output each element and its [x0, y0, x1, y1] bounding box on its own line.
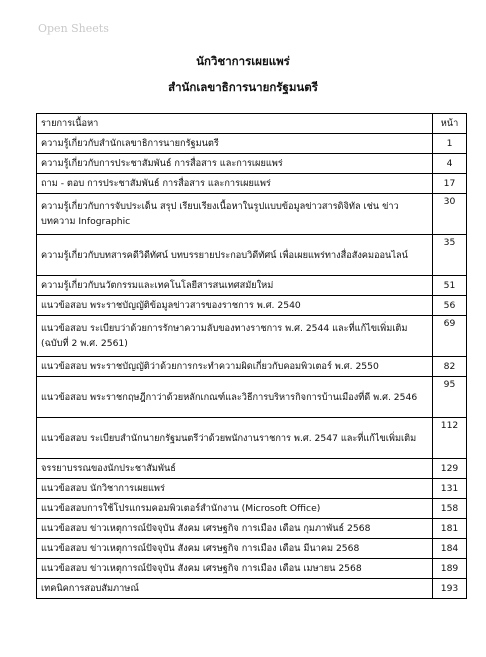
row-topic: แนวข้อสอบ นักวิชาการเผยแพร่ [37, 479, 433, 499]
row-page: 184 [433, 539, 467, 559]
row-topic: ความรู้เกี่ยวกับสำนักเลขาธิการนายกรัฐมนตรี [37, 134, 433, 154]
table-row [37, 276, 467, 296]
column-header-page: หน้า [433, 114, 467, 134]
row-topic: แนวข้อสอบ ข่าวเหตุการณ์ปัจจุบัน สังคม เศรษฐกิจ การเมือง เดือน มีนาคม 2568 [37, 539, 433, 559]
page-subtitle: สำนักเลขาธิการนายกรัฐมนตรี [168, 80, 318, 94]
table-row [37, 559, 467, 579]
row-page: 56 [433, 296, 467, 316]
row-topic: แนวข้อสอบ ระเบียบว่าด้วยการรักษาความลับของทางราชการ พ.ศ. 2544 และที่แก้ไขเพิ่มเติม (ฉบับที่ 2 พ.ศ. 2561) [37, 316, 433, 357]
table-row [37, 377, 467, 418]
row-topic: แนวข้อสอบ พระราชบัญญัติข้อมูลข่าวสารของราชการ พ.ศ. 2540 [37, 296, 433, 316]
table-row [37, 134, 467, 154]
row-topic: ความรู้เกี่ยวกับการประชาสัมพันธ์ การสื่อสาร และการเผยแพร่ [37, 154, 433, 174]
table-row [37, 296, 467, 316]
row-topic: จรรยาบรรณของนักประชาสัมพันธ์ [37, 459, 433, 479]
page-title: นักวิชาการเผยแพร่ [196, 54, 290, 68]
row-page: 181 [433, 519, 467, 539]
row-page: 17 [433, 174, 467, 194]
row-topic: แนวข้อสอบการใช้โปรแกรมคอมพิวเตอร์สำนักงาน (Microsoft Office) [37, 499, 433, 519]
row-topic: เทคนิคการสอบสัมภาษณ์ [37, 579, 433, 599]
row-topic: ถาม - ตอบ การประชาสัมพันธ์ การสื่อสาร และการเผยแพร่ [37, 174, 433, 194]
row-topic: แนวข้อสอบ พระราชกฤษฎีกาว่าด้วยหลักเกณฑ์และวิธีการบริหารกิจการบ้านเมืองที่ดี พ.ศ. 2546 [37, 377, 433, 418]
table-row [37, 459, 467, 479]
row-topic: ความรู้เกี่ยวกับนวัตกรรมและเทคโนโลยีสารสนเทศสมัยใหม่ [37, 276, 433, 296]
table-row [37, 357, 467, 377]
row-page: 30 [433, 194, 467, 235]
watermark-text: Open Sheets [38, 22, 109, 35]
toc-table [36, 113, 467, 599]
row-page: 35 [433, 235, 467, 276]
row-topic: แนวข้อสอบ ข่าวเหตุการณ์ปัจจุบัน สังคม เศรษฐกิจ การเมือง เดือน กุมภาพันธ์ 2568 [37, 519, 433, 539]
table-row [37, 194, 467, 235]
row-topic: แนวข้อสอบ ข่าวเหตุการณ์ปัจจุบัน สังคม เศรษฐกิจ การเมือง เดือน เมษายน 2568 [37, 559, 433, 579]
row-page: 129 [433, 459, 467, 479]
table-row [37, 539, 467, 559]
table-row [37, 579, 467, 599]
table-row [37, 154, 467, 174]
table-row [37, 316, 467, 357]
column-header-topic: รายการเนื้อหา [37, 114, 433, 134]
row-page: 51 [433, 276, 467, 296]
table-row [37, 479, 467, 499]
row-page: 69 [433, 316, 467, 357]
table-row [37, 235, 467, 276]
row-topic: แนวข้อสอบ ระเบียบสำนักนายกรัฐมนตรีว่าด้วยพนักงานราชการ พ.ศ. 2547 และที่แก้ไขเพิ่มเติม [37, 418, 433, 459]
row-topic: แนวข้อสอบ พระราชบัญญัติว่าด้วยการกระทำความผิดเกี่ยวกับคอมพิวเตอร์ พ.ศ. 2550 [37, 357, 433, 377]
row-page: 1 [433, 134, 467, 154]
row-topic: ความรู้เกี่ยวกับบทสารคดีวิดีทัศน์ บทบรรยายประกอบวิดีทัศน์ เพื่อเผยแพร่ทางสื่อสังคมออนไลน์ [37, 235, 433, 276]
row-page: 4 [433, 154, 467, 174]
row-topic: ความรู้เกี่ยวกับการจับประเด็น สรุป เรียบเรียงเนื้อหาในรูปแบบข้อมูลข่าวสารดิจิทัล เช่น ข่าว บทความ Infographic [37, 194, 433, 235]
row-page: 193 [433, 579, 467, 599]
table-row [37, 418, 467, 459]
row-page: 131 [433, 479, 467, 499]
table-row [37, 174, 467, 194]
table-row [37, 499, 467, 519]
row-page: 189 [433, 559, 467, 579]
row-page: 82 [433, 357, 467, 377]
row-page: 95 [433, 377, 467, 418]
table-header-row [37, 114, 467, 134]
table-row [37, 519, 467, 539]
row-page: 158 [433, 499, 467, 519]
row-page: 112 [433, 418, 467, 459]
